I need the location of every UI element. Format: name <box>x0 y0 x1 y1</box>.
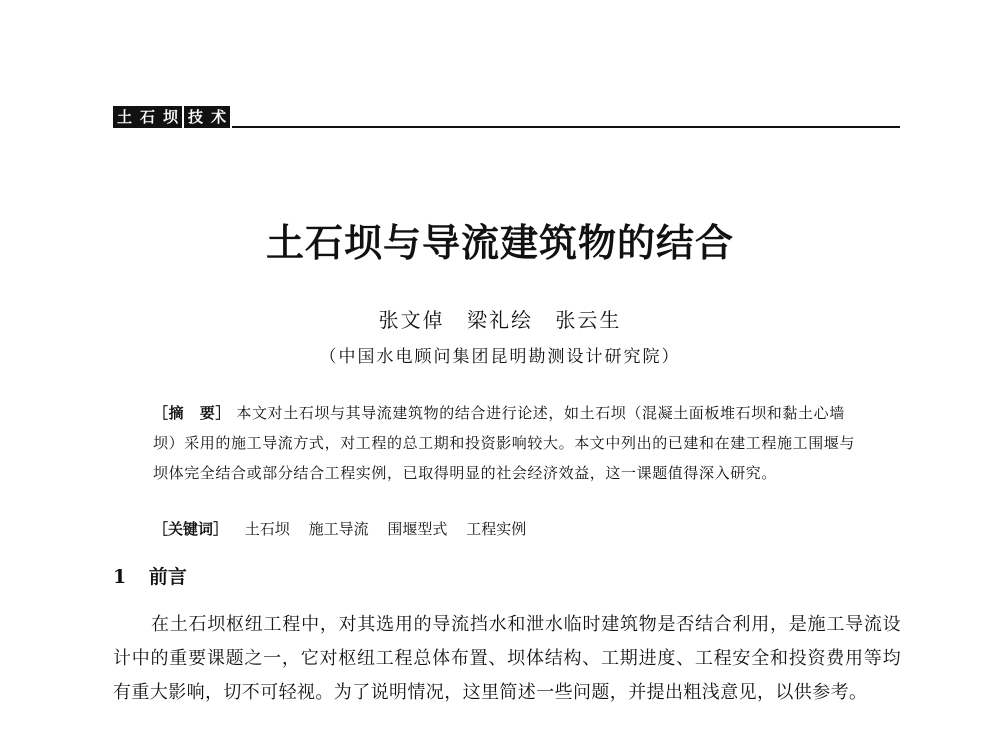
abstract-label: ［摘 要］ <box>153 404 232 422</box>
header-tag-char: 坝 <box>159 106 182 128</box>
header-tag-char: 石 <box>136 106 159 128</box>
section-header-tag <box>113 106 230 128</box>
paper-title: 土石坝与导流建筑物的结合 <box>265 220 734 265</box>
section-title: 前言 <box>148 566 187 588</box>
keywords-block <box>153 516 865 542</box>
keyword: 工程实例 <box>466 520 527 538</box>
keyword: 围堰型式 <box>387 520 448 538</box>
header-tag-char: 土 <box>113 106 136 128</box>
section-number: 1 <box>113 566 127 588</box>
author-name: 张云生 <box>555 308 622 332</box>
header-tag-char: 技 <box>184 106 207 128</box>
section-heading <box>113 562 187 589</box>
abstract-block <box>153 398 865 488</box>
header-rule-divider <box>232 126 900 128</box>
author-name: 梁礼绘 <box>467 308 533 332</box>
affiliation: （中国水电顾问集团昆明勘测设计研究院） <box>319 347 681 367</box>
abstract-text: 本文对土石坝与其导流建筑物的结合进行论述，如土石坝（混凝土面板堆石坝和黏土心墙坝）采用的施工导流方式，对工程的总工期和投资影响较大。本文中列出的已建和在建工程施工围堰与坝体完全结合或部分结合工程实例，已取得明显的社会经济效益，这一课题值得深入研究。 <box>153 404 856 482</box>
keyword: 施工导流 <box>308 520 369 538</box>
author-name: 张文倬 <box>378 308 445 332</box>
author-list <box>0 304 1000 333</box>
keyword: 土石坝 <box>244 520 290 538</box>
keywords-label: ［关键词］ <box>153 520 229 538</box>
body-paragraph: 在土石坝枢纽工程中，对其选用的导流挡水和泄水临时建筑物是否结合利用，是施工导流设计中的重要课题之一，它对枢纽工程总体布置、坝体结构、工期进度、工程安全和投资费用等均有重大影响，切不可轻视。为了说明情况，这里简述一些问题，并提出粗浅意见，以供参考。 <box>113 614 901 703</box>
header-tag-char: 术 <box>207 106 230 128</box>
